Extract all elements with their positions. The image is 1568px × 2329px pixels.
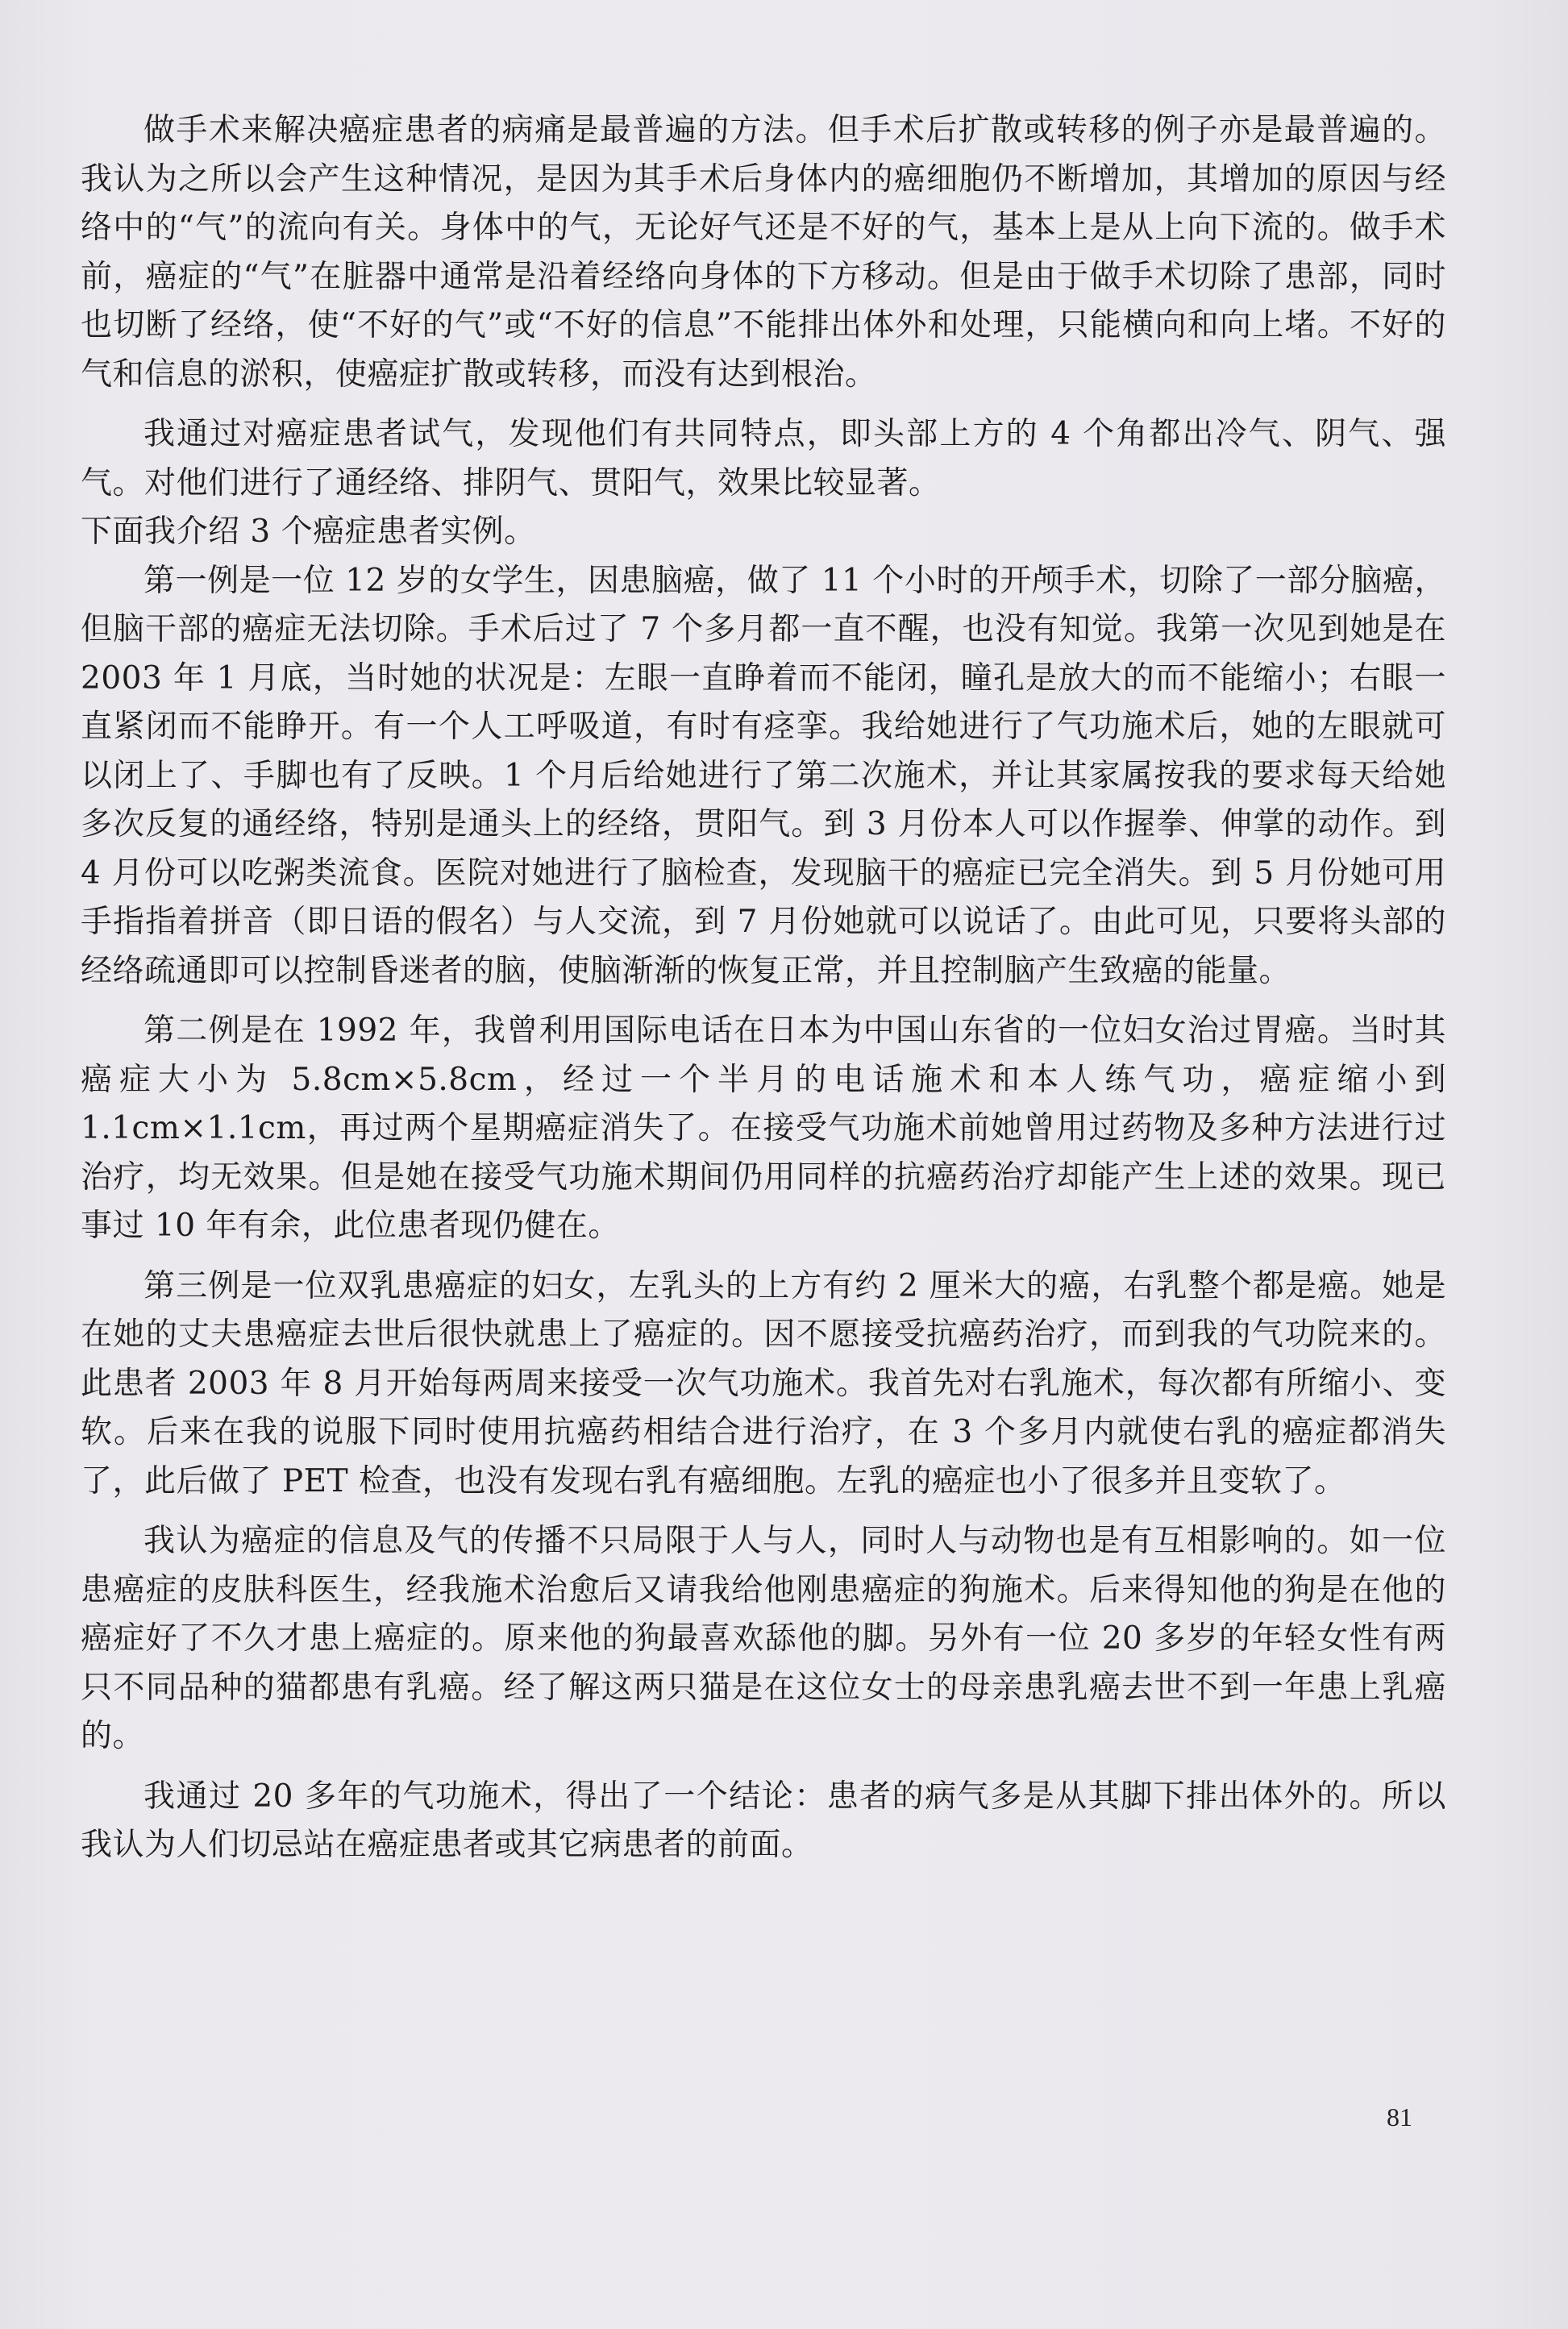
paragraph-case-three: 第三例是一位双乳患癌症的妇女，左乳头的上方有约 2 厘米大的癌，右乳整个都是癌。她是在她的丈夫患癌症去世后很快就患上了癌症的。因不愿接受抗癌药治疗，而到我的气功院来的。此患者 2003 年 8 月开始每两周来接受一次气功施术。我首先对右乳施术，每次都有所缩小、变软。后来在我的说服下同时使用抗癌药相结合进行治疗，在 3 个多月内就使右乳的癌症都消失了，此后做了 PET 检查，也没有发现右乳有癌细胞。左乳的癌症也小了很多并且变软了。 bbox=[81, 1267, 1446, 1499]
paragraph-animals: 我认为癌症的信息及气的传播不只局限于人与人，同时人与动物也是有互相影响的。如一位患癌症的皮肤科医生，经我施术治愈后又请我给他刚患癌症的狗施术。后来得知他的狗是在他的癌症好了不久才患上癌症的。原来他的狗最喜欢舔他的脚。另外有一位 20 多岁的年轻女性有两只不同品种的猫都患有乳癌。经了解这两只猫是在这位女士的母亲患乳癌去世不到一年患上乳癌的。 bbox=[81, 1523, 1446, 1754]
body-text bbox=[81, 106, 1446, 1870]
page-number: 81 bbox=[1387, 2102, 1412, 2131]
paragraph-case-two: 第二例是在 1992 年，我曾利用国际电话在日本为中国山东省的一位妇女治过胃癌。当时其癌症大小为 5.8cm×5.8cm，经过一个半月的电话施术和本人练气功，癌症缩小到 1.1cm×1.1cm，再过两个星期癌症消失了。在接受气功施术前她曾用过药物及多种方法进行过治疗，均无效果。但是她在接受气功施术期间仍用同样的抗癌药治疗却能产生上述的效果。现已事过 10 年有余，此位患者现仍健在。 bbox=[81, 1013, 1446, 1244]
paragraph-qi-testing: 我通过对癌症患者试气，发现他们有共同特点，即头部上方的 4 个角都出冷气、阴气、强气。对他们进行了通经络、排阴气、贯阳气，效果比较显著。 bbox=[81, 416, 1446, 501]
paragraph-cases-intro: 下面我介绍 3 个癌症患者实例。 bbox=[81, 514, 536, 550]
paragraph-surgery-overview: 做手术来解决癌症患者的病痛是最普遍的方法。但手术后扩散或转移的例子亦是最普遍的。我认为之所以会产生这种情况，是因为其手术后身体内的癌细胞仍不断增加，其增加的原因与经络中的“气”的流向有关。身体中的气，无论好气还是不好的气，基本上是从上向下流的。做手术前，癌症的“气”在脏器中通常是沿着经络向身体的下方移动。但是由于做手术切除了患部，同时也切断了经络，使“不好的气”或“不好的信息”不能排出体外和处理，只能横向和向上堵。不好的气和信息的淤积，使癌症扩散或转移，而没有达到根治。 bbox=[81, 112, 1446, 393]
paragraph-conclusion: 我通过 20 多年的气功施术，得出了一个结论：患者的病气多是从其脚下排出体外的。所以我认为人们切忌站在癌症患者或其它病患者的前面。 bbox=[81, 1778, 1446, 1863]
paragraph-case-one: 第一例是一位 12 岁的女学生，因患脑癌，做了 11 个小时的开颅手术，切除了一部分脑癌，但脑干部的癌症无法切除。手术后过了 7 个多月都一直不醒，也没有知觉。我第一次见到她是在 2003 年 1 月底，当时她的状况是：左眼一直睁着而不能闭，瞳孔是放大的而不能缩小；右眼一直紧闭而不能睁开。有一个人工呼吸道，有时有痉挛。我给她进行了气功施术后，她的左眼就可以闭上了、手脚也有了反映。1 个月后给她进行了第二次施术，并让其家属按我的要求每天给她多次反复的通经络，特别是通头上的经络，贯阳气。到 3 月份本人可以作握拳、伸掌的动作。到 4 月份可以吃粥类流食。医院对她进行了脑检查，发现脑干的癌症已完全消失。到 5 月份她可用手指指着拼音（即日语的假名）与人交流，到 7 月份她就可以说话了。由此可见，只要将头部的经络疏通即可以控制昏迷者的脑，使脑渐渐的恢复正常，并且控制脑产生致癌的能量。 bbox=[81, 562, 1446, 989]
